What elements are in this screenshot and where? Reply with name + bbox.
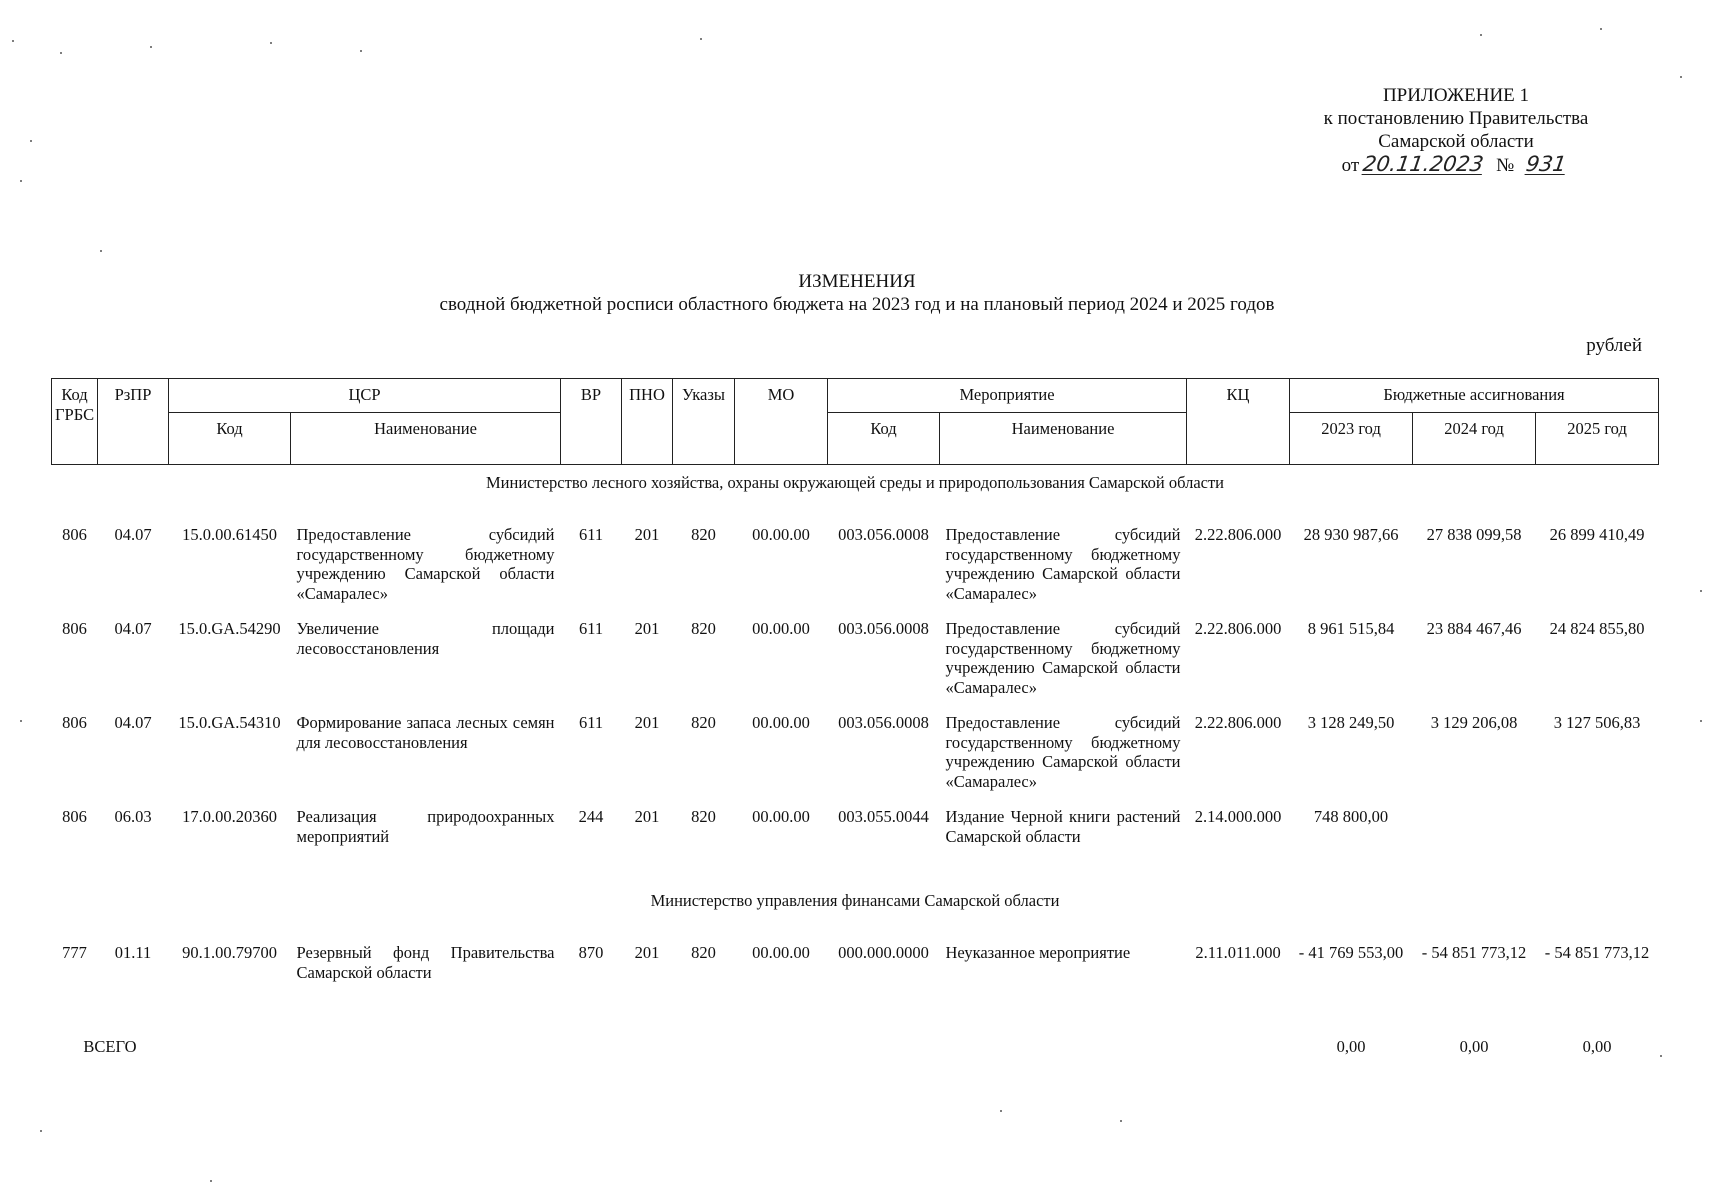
document-title xyxy=(0,270,1714,316)
appendix-line-2: к постановлению Правительства xyxy=(1323,108,1589,129)
cell-2024 xyxy=(1413,807,1536,883)
appendix-date-line xyxy=(1342,153,1571,177)
cell-2024: 23 884 467,46 xyxy=(1426,619,1522,638)
header-event: Мероприятие xyxy=(828,379,1187,413)
cell-pno: 201 xyxy=(634,943,660,962)
header-2025: 2025 год xyxy=(1536,413,1659,465)
cell-grbs: 777 xyxy=(62,943,87,962)
cell-event-name: Предоставление субсидий государственному бюджетному учреждению Самарской области «Самаралес» xyxy=(945,525,1181,603)
cell-vr: 611 xyxy=(578,619,604,638)
cell-event-name: Предоставление субсидий государственному бюджетному учреждению Самарской области «Самаралес» xyxy=(945,713,1181,791)
cell-pno: 201 xyxy=(634,525,660,544)
cell-rzpr: 04.07 xyxy=(114,619,152,638)
cell-rzpr: 04.07 xyxy=(114,525,152,544)
cell-ukazy: 820 xyxy=(691,713,716,732)
handwritten-number: 931 xyxy=(1524,152,1569,176)
cell-2025: - 54 851 773,12 xyxy=(1544,943,1650,962)
appendix-title: ПРИЛОЖЕНИЕ 1 xyxy=(1382,85,1530,106)
cell-csr-name: Увеличение площади лесовосстановления xyxy=(296,619,555,658)
appendix-line-3: Самарской области xyxy=(1378,131,1534,152)
header-2024: 2024 год xyxy=(1413,413,1536,465)
cell-vr: 611 xyxy=(578,713,604,732)
cell-2024: 27 838 099,58 xyxy=(1426,525,1522,544)
cell-2023: 3 128 249,50 xyxy=(1307,713,1395,732)
cell-event-kod: 003.056.0008 xyxy=(838,619,929,638)
cell-event-name: Предоставление субсидий государственному бюджетному учреждению Самарской области «Самаралес» xyxy=(945,619,1181,697)
cell-grbs: 806 xyxy=(62,619,87,638)
header-row-2 xyxy=(52,413,1659,465)
cell-pno: 201 xyxy=(634,713,660,732)
header-kod-grbs: Код ГРБС xyxy=(52,379,98,465)
cell-rzpr: 06.03 xyxy=(114,807,152,826)
cell-grbs: 806 xyxy=(62,525,87,544)
cell-2025: 3 127 506,83 xyxy=(1553,713,1641,732)
cell-pno: 201 xyxy=(634,619,660,638)
total-row xyxy=(52,1019,1659,1067)
cell-vr: 611 xyxy=(578,525,604,544)
cell-mo: 00.00.00 xyxy=(752,943,810,962)
header-csr-kod: Код xyxy=(169,413,291,465)
header-pno: ПНО xyxy=(622,379,673,465)
cell-mo: 00.00.00 xyxy=(752,525,810,544)
cell-2024: - 54 851 773,12 xyxy=(1421,943,1527,962)
cell-event-name: Издание Черной книги растений Самарской области xyxy=(945,807,1181,846)
cell-vr: 870 xyxy=(578,943,604,962)
cell-csr-kod: 15.0.GA.54290 xyxy=(178,619,281,638)
cell-event-kod: 003.056.0008 xyxy=(838,525,929,544)
cell-kc: 2.14.000.000 xyxy=(1194,807,1282,826)
cell-kc: 2.11.011.000 xyxy=(1195,943,1281,962)
cell-vr: 244 xyxy=(578,807,604,826)
header-kc: КЦ xyxy=(1187,379,1290,465)
units-label: рублей xyxy=(1586,335,1642,356)
header-vr: ВР xyxy=(561,379,622,465)
table-row xyxy=(52,713,1659,807)
cell-mo: 00.00.00 xyxy=(752,807,810,826)
handwritten-date: 20.11.2023 xyxy=(1361,152,1486,176)
header-row-1 xyxy=(52,379,1659,413)
cell-csr-name: Формирование запаса лесных семян для лесовосстановления xyxy=(296,713,555,752)
cell-csr-kod: 15.0.00.61450 xyxy=(182,525,277,544)
total-spacer xyxy=(169,1019,1290,1067)
table-row xyxy=(52,807,1659,883)
cell-csr-kod: 90.1.00.79700 xyxy=(182,943,277,962)
total-2025: 0,00 xyxy=(1582,1037,1612,1056)
cell-2023: - 41 769 553,00 xyxy=(1298,943,1404,962)
date-prefix: от xyxy=(1341,155,1360,176)
table-row xyxy=(52,619,1659,713)
cell-event-kod: 003.055.0044 xyxy=(838,807,929,826)
table-row xyxy=(52,943,1659,1019)
header-rzpr: РзПР xyxy=(98,379,169,465)
cell-2025 xyxy=(1536,807,1659,883)
cell-rzpr: 01.11 xyxy=(114,943,152,962)
cell-ukazy: 820 xyxy=(691,619,716,638)
document-subheading: сводной бюджетной росписи областного бюджета на 2023 год и на плановый период 2024 и 2025 годов xyxy=(439,294,1275,315)
cell-pno: 201 xyxy=(634,807,660,826)
cell-event-kod: 000.000.0000 xyxy=(838,943,929,962)
cell-mo: 00.00.00 xyxy=(752,713,810,732)
cell-2025: 26 899 410,49 xyxy=(1549,525,1645,544)
cell-grbs: 806 xyxy=(62,807,87,826)
cell-rzpr: 04.07 xyxy=(114,713,152,732)
header-allocations: Бюджетные ассигнования xyxy=(1290,379,1659,413)
total-2023: 0,00 xyxy=(1336,1037,1366,1056)
cell-kc: 2.22.806.000 xyxy=(1194,525,1282,544)
cell-2024: 3 129 206,08 xyxy=(1430,713,1518,732)
header-mo: МО xyxy=(735,379,828,465)
cell-ukazy: 820 xyxy=(691,525,716,544)
cell-csr-name: Реализация природоохранных мероприятий xyxy=(296,807,555,846)
table-row xyxy=(52,525,1659,619)
header-2023: 2023 год xyxy=(1290,413,1413,465)
cell-2025: 24 824 855,80 xyxy=(1549,619,1645,638)
cell-ukazy: 820 xyxy=(691,943,716,962)
cell-ukazy: 820 xyxy=(691,807,716,826)
header-event-name: Наименование xyxy=(940,413,1187,465)
cell-2023: 8 961 515,84 xyxy=(1307,619,1395,638)
section-title-finance: Министерство управления финансами Самарской области xyxy=(650,891,1060,910)
cell-csr-name: Предоставление субсидий государственному бюджетному учреждению Самарской области «Самаралес» xyxy=(296,525,555,603)
cell-grbs: 806 xyxy=(62,713,87,732)
cell-2023: 28 930 987,66 xyxy=(1303,525,1399,544)
cell-csr-name: Резервный фонд Правительства Самарской области xyxy=(296,943,555,982)
cell-csr-kod: 15.0.GA.54310 xyxy=(178,713,281,732)
cell-mo: 00.00.00 xyxy=(752,619,810,638)
budget-changes-table xyxy=(51,378,1659,1067)
header-ukazy: Указы xyxy=(673,379,735,465)
document-heading: ИЗМЕНЕНИЯ xyxy=(798,271,916,292)
section-row-forestry xyxy=(52,465,1659,526)
section-row-finance xyxy=(52,883,1659,943)
cell-csr-kod: 17.0.00.20360 xyxy=(182,807,277,826)
header-csr: ЦСР xyxy=(169,379,561,413)
header-event-kod: Код xyxy=(828,413,940,465)
header-csr-name: Наименование xyxy=(291,413,561,465)
cell-kc: 2.22.806.000 xyxy=(1194,619,1282,638)
cell-event-name: Неуказанное мероприятие xyxy=(945,943,1131,962)
cell-event-kod: 003.056.0008 xyxy=(838,713,929,732)
total-label: ВСЕГО xyxy=(83,1037,137,1056)
appendix-block xyxy=(1270,84,1642,177)
total-2024: 0,00 xyxy=(1459,1037,1489,1056)
cell-kc: 2.22.806.000 xyxy=(1194,713,1282,732)
number-prefix: № xyxy=(1496,155,1515,176)
cell-2023: 748 800,00 xyxy=(1313,807,1389,826)
section-title-forestry: Министерство лесного хозяйства, охраны окружающей среды и природопользования Самарской области xyxy=(486,473,1225,492)
